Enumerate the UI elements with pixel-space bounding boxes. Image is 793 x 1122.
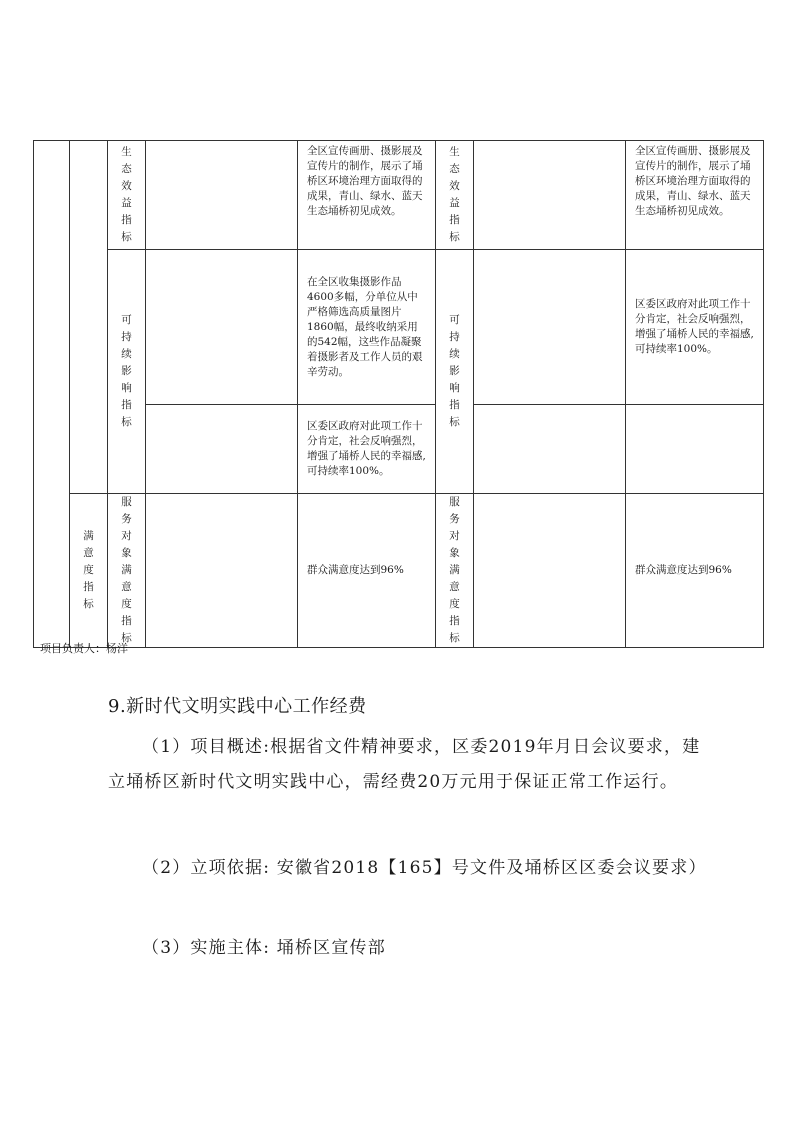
table-cell-blank	[474, 250, 626, 405]
table-row	[34, 141, 764, 250]
satisfaction-desc: 群众满意度达到96%	[298, 494, 436, 648]
paragraph-text: （3）实施主体: 埇桥区宣传部	[142, 938, 386, 958]
eco-benefit-label: 生态效益指标	[108, 141, 146, 250]
project-owner: 项目负责人：杨洋	[40, 642, 128, 655]
table-cell-blank	[626, 405, 764, 494]
table-cell-blank	[34, 141, 70, 648]
table-cell-blank	[474, 494, 626, 648]
paragraph-text: （1）项目概述:根据省文件精神要求，区委2019年月日会议要求，建立埇桥区新时代文明实践中心，需经费20万元用于保证正常工作运行。	[108, 737, 701, 792]
satisfaction-label: 满意度指标	[70, 494, 108, 648]
eco-benefit-desc: 全区宣传画册、摄影展及宣传片的制作，展示了埇桥区环境治理方面取得的成果，青山、绿水、蓝天生态埇桥初见成效。	[298, 141, 436, 250]
paragraph-text: （2）立项依据: 安徽省2018【165】号文件及埇桥区区委会议要求）	[142, 858, 707, 878]
paragraph-basis	[108, 851, 708, 886]
service-satisfaction-label-2: 服务对象满意度指标	[436, 494, 474, 648]
section-title: 9.新时代文明实践中心工作经费	[108, 696, 367, 717]
table-cell-blank	[146, 250, 298, 405]
table-cell-blank	[146, 141, 298, 250]
sustain-label-2: 可持续影响指标	[436, 250, 474, 494]
paragraph-implementer	[108, 931, 708, 966]
table-row	[34, 250, 764, 405]
sustain-label: 可持续影响指标	[108, 250, 146, 494]
table-cell-blank	[70, 141, 108, 494]
table-row	[34, 494, 764, 648]
performance-table	[33, 140, 764, 648]
eco-benefit-desc-2: 全区宣传画册、摄影展及宣传片的制作，展示了埇桥区环境治理方面取得的成果，青山、绿水、蓝天生态埇桥初见成效。	[626, 141, 764, 250]
table-cell-blank	[146, 494, 298, 648]
sustain-desc-2-right: 区委区政府对此项工作十分肯定，社会反响强烈，增强了埇桥人民的幸福感,可持续率100%。	[626, 250, 764, 405]
table-cell-blank	[474, 141, 626, 250]
sustain-desc-1: 在全区收集摄影作品4600多幅，分单位从中严格筛选高质量图片1860幅，最终收纳采用的542幅，这些作品凝聚着摄影者及工作人员的艰辛劳动。	[298, 250, 436, 405]
sustain-desc-2: 区委区政府对此项工作十分肯定，社会反响强烈，增强了埇桥人民的幸福感,可持续率100%。	[298, 405, 436, 494]
table-cell-blank	[146, 405, 298, 494]
eco-benefit-label-2: 生态效益指标	[436, 141, 474, 250]
satisfaction-desc-2: 群众满意度达到96%	[626, 494, 764, 648]
service-satisfaction-label: 服务对象满意度指标	[108, 494, 146, 648]
paragraph-overview	[108, 730, 708, 800]
table-cell-blank	[474, 405, 626, 494]
